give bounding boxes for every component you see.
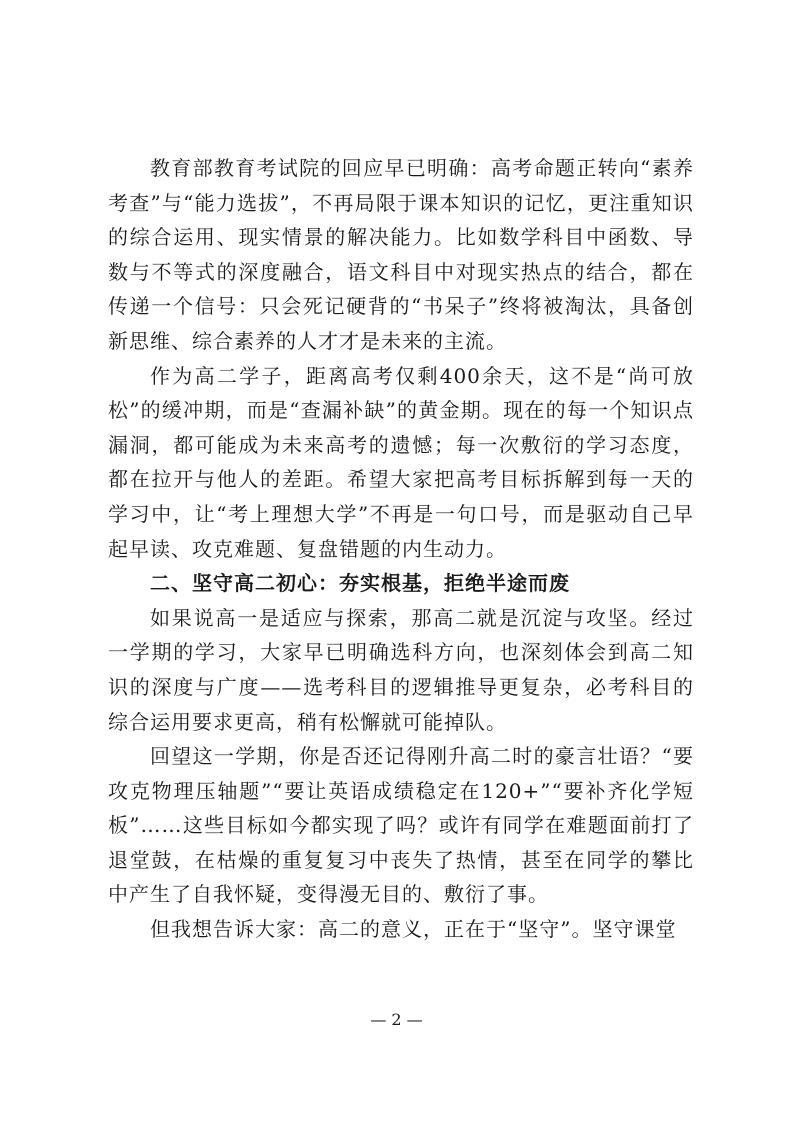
section-heading: 二、坚守高二初心：夯实根基，拒绝半途而废 <box>150 571 570 596</box>
page-number: — 2 — <box>370 1010 423 1029</box>
paragraph: 但我想告诉大家：高二的意义，正在于“坚守”。坚守课堂 <box>150 917 677 942</box>
paragraph: 作为高二学子，距离高考仅剩400余天，这不是“尚可放松”的缓冲期，而是“查漏补缺”的黄金期。现在的每一个知识点漏洞，都可能成为未来高考的遗憾；每一次敷衍的学习态度，都在拉开与他人的差距。希望大家把高考目标拆解到每一天的学习中，让“考上理想大学”不再是一句口号，而是驱动自己早起早读、攻克难题、复盘错题的内生动力。 <box>108 363 694 561</box>
paragraph: 如果说高一是适应与探索，那高二就是沉淀与攻坚。经过一学期的学习，大家早已明确选科方向，也深刻体会到高二知识的深度与广度——选考科目的逻辑推导更复杂，必考科目的综合运用要求更高，稍有松懈就可能掉队。 <box>108 605 694 734</box>
document-body <box>108 151 694 947</box>
paragraph: 回望这一学期，你是否还记得刚升高二时的豪言壮语？“要攻克物理压轴题”“要让英语成绩稳定在120+”“要补齐化学短板”……这些目标如今都实现了吗？或许有同学在难题面前打了退堂鼓，在枯燥的重复复习中丧失了热情，甚至在同学的攀比中产生了自我怀疑，变得漫无目的、敷衍了事。 <box>108 744 694 907</box>
paragraph: 教育部教育考试院的回应早已明确：高考命题正转向“素养考查”与“能力选拔”，不再局限于课本知识的记忆，更注重知识的综合运用、现实情景的解决能力。比如数学科目中函数、导数与不等式的深度融合，语文科目中对现实热点的结合，都在传递一个信号：只会死记硬背的“书呆子”终将被淘汰，具备创新思维、综合素养的人才才是未来的主流。 <box>108 156 694 353</box>
